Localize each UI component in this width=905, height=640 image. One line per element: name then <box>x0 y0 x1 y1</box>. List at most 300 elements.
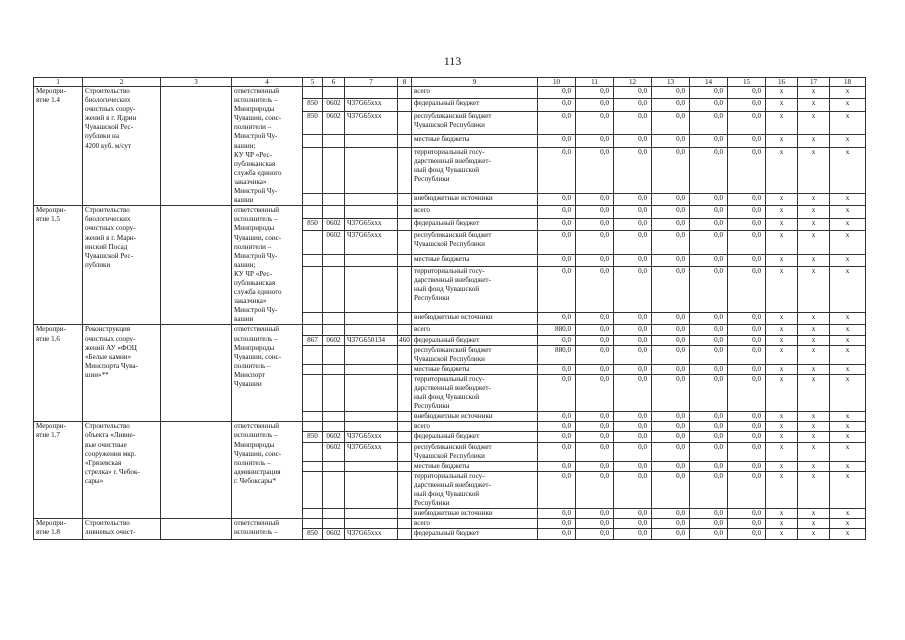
measure-name-line: 4200 куб. м/сут <box>85 141 132 150</box>
measure-name-line: стрелка» г. Чебок- <box>85 467 140 476</box>
budget-table <box>33 77 866 540</box>
funding-source <box>412 218 538 230</box>
value-na: x <box>798 218 830 230</box>
funding-source-line: ный фонд Чувашской <box>414 285 480 294</box>
value-cell: 0,0 <box>538 432 576 442</box>
value-na: x <box>798 111 830 135</box>
value-cell: 0,0 <box>614 99 652 111</box>
value-cell: 0,0 <box>652 218 690 230</box>
value-na: x <box>798 422 830 432</box>
value-cell: 0,0 <box>652 193 690 205</box>
value-na: x <box>766 519 798 529</box>
value-cell: 0,0 <box>614 111 652 135</box>
measure-name-line: жений АУ «ФОЦ <box>85 343 137 352</box>
funding-source <box>412 254 538 266</box>
value-na: x <box>830 193 866 205</box>
executor-line: Минстрой Чу- <box>234 251 278 260</box>
value-cell: 0,0 <box>728 461 766 471</box>
grbs-code <box>303 254 323 266</box>
executor-line: исполнитель – <box>234 334 278 343</box>
value-na: x <box>830 422 866 432</box>
executor-line: полнители – <box>234 123 272 132</box>
value-cell: 0,0 <box>614 267 652 313</box>
value-cell: 0,0 <box>728 218 766 230</box>
value-cell: 0,0 <box>538 135 576 147</box>
value-cell: 0,0 <box>614 345 652 364</box>
value-cell: 0,0 <box>652 461 690 471</box>
value-cell: 0,0 <box>576 442 614 461</box>
value-cell: 0,0 <box>538 147 576 193</box>
value-cell: 0,0 <box>538 364 576 374</box>
value-na: x <box>830 312 866 324</box>
funding-source-line: территориальный госу- <box>414 374 485 383</box>
value-cell: 0,0 <box>576 471 614 508</box>
funding-source <box>412 312 538 324</box>
column-number: 11 <box>576 78 614 87</box>
executor-line: полнитель – <box>234 458 271 467</box>
executor-line: исполнитель – <box>234 431 278 440</box>
measure-code <box>34 206 83 325</box>
value-cell: 0,0 <box>576 412 614 422</box>
empty-cell <box>161 325 232 422</box>
executor <box>232 87 303 206</box>
measure-code-line: Меропри- <box>36 422 66 431</box>
section-code <box>323 254 345 266</box>
funding-source-line: республиканский бюджет <box>414 231 492 240</box>
value-na: x <box>798 509 830 519</box>
funding-source-line: Чувашской Республики <box>414 120 485 129</box>
measure-code-line: ятие 1.6 <box>36 334 60 343</box>
value-cell: 0,0 <box>614 442 652 461</box>
value-cell: 0,0 <box>538 206 576 218</box>
measure-name <box>83 87 161 206</box>
value-na: x <box>766 509 798 519</box>
value-na: x <box>798 325 830 335</box>
column-number: 9 <box>412 78 538 87</box>
executor-line: Минприроды <box>234 105 275 114</box>
table-row <box>34 325 866 335</box>
executor-line: КУ ЧР «Рес- <box>234 150 272 159</box>
executor-line: полнители – <box>234 242 272 251</box>
funding-source-line: федеральный бюджет <box>414 529 480 538</box>
value-na: x <box>798 432 830 442</box>
grbs-code: 867 <box>303 335 323 345</box>
value-cell: 0,0 <box>652 312 690 324</box>
value-cell: 0,0 <box>538 529 576 539</box>
value-cell: 0,0 <box>576 345 614 364</box>
target-article-code <box>345 461 398 471</box>
section-code: 0602 <box>323 99 345 111</box>
value-cell: 0,0 <box>652 267 690 313</box>
measure-code-line: Меропри- <box>36 325 66 334</box>
measure-code-line: ятие 1.7 <box>36 431 60 440</box>
value-na: x <box>830 267 866 313</box>
value-cell: 0,0 <box>538 412 576 422</box>
expense-type-code <box>398 432 412 442</box>
funding-source <box>412 87 538 99</box>
column-number: 8 <box>398 78 412 87</box>
value-na: x <box>830 345 866 364</box>
expense-type-code <box>398 461 412 471</box>
executor-line: Минспорт <box>234 370 265 379</box>
grbs-code <box>303 374 323 411</box>
value-cell: 0,0 <box>614 432 652 442</box>
measure-name-line: Реконструкция <box>85 325 131 334</box>
executor-line: исполнитель – <box>234 215 278 224</box>
value-cell: 0,0 <box>690 471 728 508</box>
section-code: 0602 <box>323 442 345 461</box>
funding-source <box>412 461 538 471</box>
funding-source-line: Республики <box>414 294 450 303</box>
funding-source <box>412 364 538 374</box>
value-na: x <box>798 529 830 539</box>
target-article-code <box>345 267 398 313</box>
funding-source-line: территориальный госу- <box>414 471 485 480</box>
column-number: 17 <box>798 78 830 87</box>
value-cell: 0,0 <box>538 99 576 111</box>
expense-type-code <box>398 374 412 411</box>
measure-code-line: Меропри- <box>36 87 66 95</box>
table-row <box>34 206 866 218</box>
executor-line: вашии <box>234 196 254 205</box>
expense-type-code <box>398 422 412 432</box>
executor-line: заказчика» <box>234 297 267 306</box>
value-cell: 0,0 <box>538 87 576 99</box>
measure-name <box>83 519 161 539</box>
value-na: x <box>766 193 798 205</box>
value-na: x <box>830 364 866 374</box>
funding-source-line: Чувашской Республики <box>414 451 485 460</box>
value-na: x <box>798 412 830 422</box>
expense-type-code <box>398 509 412 519</box>
funding-source <box>412 111 538 135</box>
value-cell: 0,0 <box>690 147 728 193</box>
value-cell: 0,0 <box>576 206 614 218</box>
target-article-code <box>345 345 398 364</box>
executor-line: ответственный <box>234 87 280 95</box>
target-article-code <box>345 325 398 335</box>
value-na: x <box>798 231 830 255</box>
value-cell: 0,0 <box>728 442 766 461</box>
measure-name-line: сары» <box>85 476 104 485</box>
value-cell: 0,0 <box>728 325 766 335</box>
value-cell: 0,0 <box>652 325 690 335</box>
value-cell: 0,0 <box>690 193 728 205</box>
value-cell: 0,0 <box>690 325 728 335</box>
target-article-code <box>345 206 398 218</box>
measure-name-line: объекта «Ливне- <box>85 431 136 440</box>
executor-line: Чувашии, соис- <box>234 114 282 123</box>
section-code: 0602 <box>323 529 345 539</box>
expense-type-code <box>398 325 412 335</box>
executor-line: заказчика» <box>234 177 267 186</box>
section-code <box>323 364 345 374</box>
grbs-code <box>303 519 323 529</box>
column-number: 15 <box>728 78 766 87</box>
executor <box>232 519 303 539</box>
value-cell: 0,0 <box>614 509 652 519</box>
target-article-code: Ч37G65ххх <box>345 529 398 539</box>
column-number: 13 <box>652 78 690 87</box>
funding-source-line: дарственный внебюджет- <box>414 156 491 165</box>
value-cell: 0,0 <box>728 206 766 218</box>
value-cell: 0,0 <box>576 374 614 411</box>
value-cell: 0,0 <box>690 519 728 529</box>
funding-source-line: федеральный бюджет <box>414 335 480 344</box>
value-cell: 0,0 <box>576 147 614 193</box>
funding-source-line: местные бюджеты <box>414 364 470 373</box>
funding-source-line: федеральный бюджет <box>414 218 480 227</box>
grbs-code <box>303 461 323 471</box>
measure-name-line: биологических <box>85 96 131 105</box>
value-cell: 0,0 <box>614 325 652 335</box>
value-na: x <box>766 111 798 135</box>
value-cell: 0,0 <box>690 312 728 324</box>
grbs-code <box>303 231 323 255</box>
value-na: x <box>766 442 798 461</box>
funding-source <box>412 412 538 422</box>
value-na: x <box>830 254 866 266</box>
table-row <box>34 87 866 99</box>
measure-name-line: Чувашской Рес- <box>85 123 134 132</box>
measure-name <box>83 325 161 422</box>
column-number: 2 <box>83 78 161 87</box>
target-article-code <box>345 87 398 99</box>
funding-source <box>412 325 538 335</box>
section-code <box>323 345 345 364</box>
expense-type-code <box>398 218 412 230</box>
measure-name-line: биологических <box>85 215 131 224</box>
value-cell: 0,0 <box>576 519 614 529</box>
grbs-code <box>303 345 323 364</box>
expense-type-code <box>398 519 412 529</box>
value-na: x <box>798 99 830 111</box>
section-code <box>323 87 345 99</box>
value-cell: 0,0 <box>690 345 728 364</box>
measure-code-line: ятие 1.8 <box>36 528 60 537</box>
grbs-code <box>303 193 323 205</box>
target-article-code <box>345 193 398 205</box>
value-cell: 0,0 <box>538 335 576 345</box>
value-na: x <box>798 335 830 345</box>
value-cell: 0,0 <box>728 111 766 135</box>
value-cell: 0,0 <box>690 335 728 345</box>
target-article-code <box>345 509 398 519</box>
value-na: x <box>830 218 866 230</box>
funding-source <box>412 206 538 218</box>
value-na: x <box>830 509 866 519</box>
value-na: x <box>830 461 866 471</box>
funding-source <box>412 519 538 529</box>
value-cell: 0,0 <box>652 412 690 422</box>
funding-source-line: федеральный бюджет <box>414 99 480 108</box>
funding-source-line: Республики <box>414 402 450 411</box>
measure-code-line: Меропри- <box>36 519 66 528</box>
funding-source-line: дарственный внебюджет- <box>414 384 491 392</box>
column-number: 18 <box>830 78 866 87</box>
value-na: x <box>798 374 830 411</box>
executor-line: служба единого <box>234 288 282 297</box>
funding-source-line: территориальный госу- <box>414 267 485 276</box>
empty-cell <box>161 206 232 325</box>
value-cell: 0,0 <box>538 442 576 461</box>
value-cell: 0,0 <box>690 231 728 255</box>
executor <box>232 325 303 422</box>
measure-code <box>34 87 83 206</box>
value-cell: 0,0 <box>652 206 690 218</box>
section-code <box>323 147 345 193</box>
funding-source-line: республиканский бюджет <box>414 345 492 354</box>
column-number: 5 <box>303 78 323 87</box>
funding-source <box>412 193 538 205</box>
funding-source-line: всего <box>414 325 430 334</box>
value-cell: 0,0 <box>614 193 652 205</box>
funding-source-line: ный фонд Чувашской <box>414 490 480 499</box>
table-body <box>34 78 866 540</box>
value-cell: 0,0 <box>538 519 576 529</box>
value-cell: 0,0 <box>614 364 652 374</box>
value-cell: 0,0 <box>690 364 728 374</box>
value-na: x <box>766 312 798 324</box>
expense-type-code <box>398 231 412 255</box>
value-cell: 0,0 <box>690 509 728 519</box>
value-na: x <box>798 193 830 205</box>
funding-source-line: местные бюджеты <box>414 135 470 144</box>
value-na: x <box>766 267 798 313</box>
value-cell: 0,0 <box>614 312 652 324</box>
executor-line: ответственный <box>234 206 280 215</box>
value-cell: 0,0 <box>576 87 614 99</box>
measure-name-line: очистных соору- <box>85 224 136 233</box>
target-article-code: Ч37G650134 <box>345 335 398 345</box>
column-number: 12 <box>614 78 652 87</box>
target-article-code <box>345 374 398 411</box>
value-cell: 0,0 <box>652 111 690 135</box>
value-cell: 0,0 <box>538 231 576 255</box>
value-na: x <box>766 461 798 471</box>
value-na: x <box>830 412 866 422</box>
value-na: x <box>830 374 866 411</box>
value-na: x <box>830 206 866 218</box>
value-cell: 0,0 <box>728 312 766 324</box>
value-cell: 0,0 <box>652 254 690 266</box>
value-na: x <box>766 345 798 364</box>
funding-source <box>412 335 538 345</box>
executor-line: вашии; <box>234 260 256 269</box>
value-na: x <box>830 231 866 255</box>
value-cell: 0,0 <box>728 267 766 313</box>
executor-line: Минстрой Чу- <box>234 306 278 315</box>
value-cell: 0,0 <box>538 254 576 266</box>
grbs-code: 850 <box>303 99 323 111</box>
funding-source-line: территориальный госу- <box>414 147 485 156</box>
value-na: x <box>798 312 830 324</box>
value-na: x <box>798 519 830 529</box>
grbs-code: 850 <box>303 111 323 135</box>
value-cell: 0,0 <box>728 87 766 99</box>
column-number: 14 <box>690 78 728 87</box>
value-cell: 0,0 <box>652 345 690 364</box>
grbs-code <box>303 471 323 508</box>
value-na: x <box>830 325 866 335</box>
measure-name-line: публики <box>85 260 111 269</box>
grbs-code <box>303 87 323 99</box>
value-cell: 0,0 <box>614 231 652 255</box>
measure-name-line: Строительство <box>85 206 130 215</box>
value-cell: 0,0 <box>652 335 690 345</box>
value-cell: 0,0 <box>576 432 614 442</box>
target-article-code <box>345 422 398 432</box>
value-na: x <box>798 135 830 147</box>
value-cell: 0,0 <box>614 422 652 432</box>
value-na: x <box>830 147 866 193</box>
funding-source-line: всего <box>414 87 430 95</box>
executor-line: полнитель – <box>234 361 271 370</box>
value-cell: 0,0 <box>614 461 652 471</box>
value-cell: 0,0 <box>728 374 766 411</box>
expense-type-code <box>398 254 412 266</box>
value-cell: 0,0 <box>576 422 614 432</box>
executor-line: Минприроды <box>234 440 275 449</box>
value-cell: 0,0 <box>728 99 766 111</box>
section-code <box>323 206 345 218</box>
target-article-code <box>345 471 398 508</box>
measure-name-line: Минспорта Чува- <box>85 361 138 370</box>
funding-source-line: республиканский бюджет <box>414 442 492 451</box>
value-na: x <box>766 218 798 230</box>
measure-name-line: сооружения мкр. <box>85 449 136 458</box>
value-cell: 0,0 <box>728 364 766 374</box>
funding-source-line: дарственный внебюджет- <box>414 276 491 285</box>
value-cell: 0,0 <box>538 111 576 135</box>
executor-line: исполнитель – <box>234 528 278 537</box>
section-code <box>323 461 345 471</box>
value-cell: 0,0 <box>728 231 766 255</box>
value-cell: 0,0 <box>652 422 690 432</box>
executor-line: Чувашии, соис- <box>234 352 282 361</box>
funding-source <box>412 471 538 508</box>
grbs-code: 850 <box>303 529 323 539</box>
section-code <box>323 267 345 313</box>
executor <box>232 422 303 519</box>
value-na: x <box>798 254 830 266</box>
value-cell: 0,0 <box>652 99 690 111</box>
value-cell: 0,0 <box>690 412 728 422</box>
executor-line: Минприроды <box>234 343 275 352</box>
measure-name-line: ливневых очист- <box>85 528 136 537</box>
executor-line: ответственный <box>234 325 280 334</box>
value-cell: 0,0 <box>652 519 690 529</box>
value-cell: 0,0 <box>690 135 728 147</box>
column-number: 6 <box>323 78 345 87</box>
expense-type-code <box>398 312 412 324</box>
value-cell: 0,0 <box>728 432 766 442</box>
value-na: x <box>766 231 798 255</box>
value-cell: 0,0 <box>652 147 690 193</box>
value-cell: 0,0 <box>614 254 652 266</box>
section-code: 0602 <box>323 231 345 255</box>
expense-type-code <box>398 111 412 135</box>
value-cell: 0,0 <box>614 147 652 193</box>
value-cell: 0,0 <box>576 231 614 255</box>
value-na: x <box>830 432 866 442</box>
value-cell: 0,0 <box>652 432 690 442</box>
executor-line: Чувашии, соис- <box>234 233 282 242</box>
measure-name-line: публики на <box>85 132 119 141</box>
measure-code <box>34 519 83 539</box>
value-cell: 0,0 <box>652 135 690 147</box>
grbs-code <box>303 135 323 147</box>
